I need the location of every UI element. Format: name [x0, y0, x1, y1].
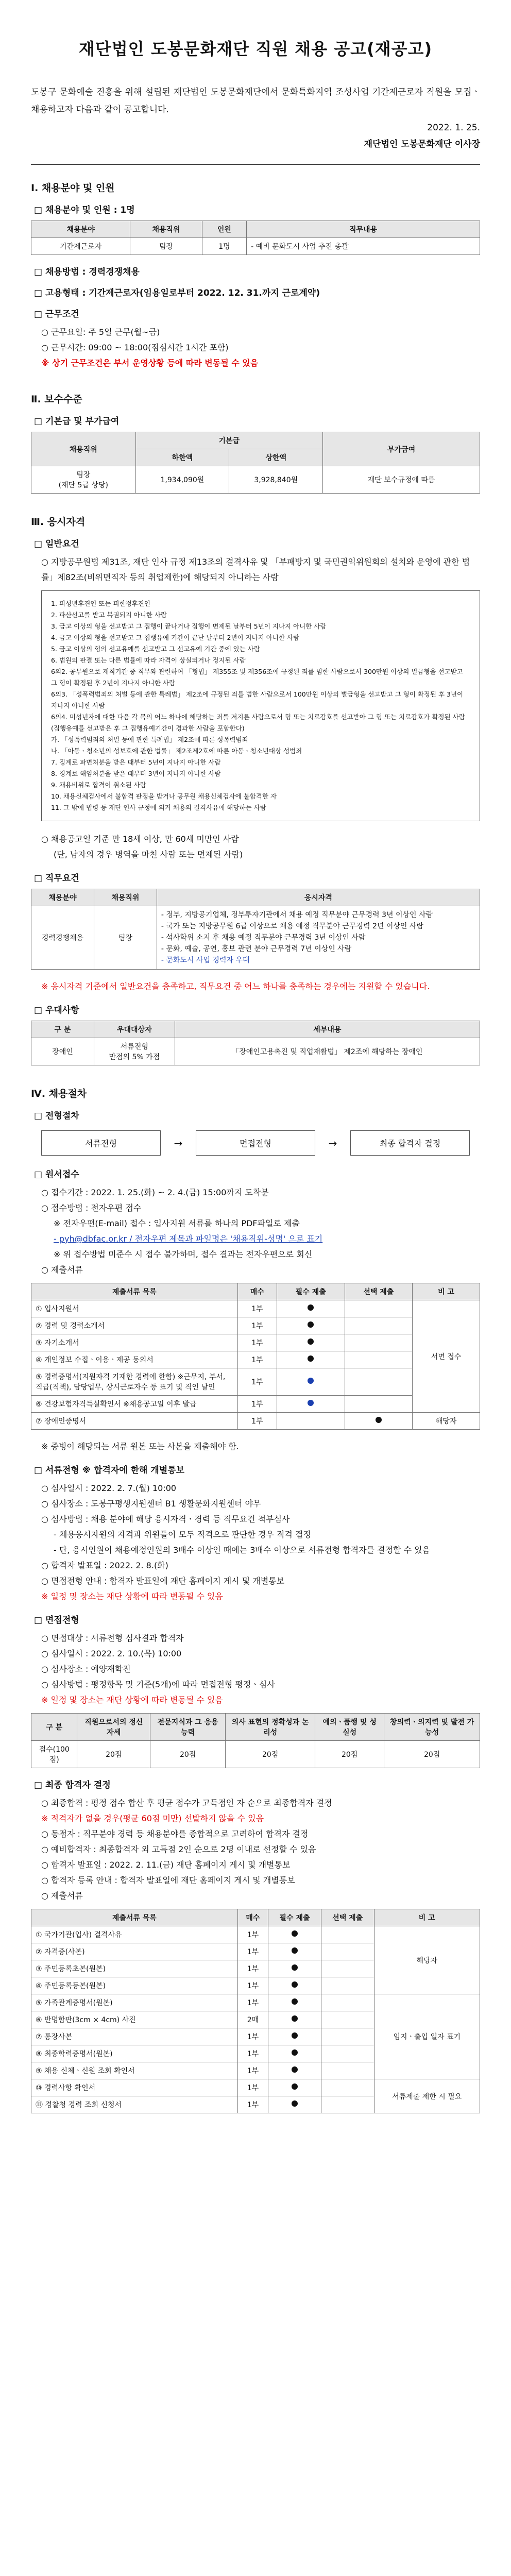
final-line: ○ 예비합격자 : 최종합격자 외 고득점 2인 순으로 2명 이내로 선정할 수 있음	[41, 1844, 316, 1854]
final-line: ○ 최종합격 : 평정 점수 합산 후 평균 점수가 고득점인 자 순으로 최종합격자 결정	[41, 1798, 332, 1808]
td-score: 20점	[150, 1741, 226, 1768]
doc-remark: 임지ㆍ출입 일자 표기	[374, 1994, 480, 2079]
doc-required	[277, 1413, 345, 1430]
disqualification-item: 6. 법원의 판결 또는 다른 법률에 따라 자격이 상실되거나 정지된 사람	[51, 656, 246, 664]
work-note: ※ 상기 근무조건은 부서 운영상황 등에 따라 변동될 수 있음	[41, 358, 259, 368]
table-row	[31, 1994, 480, 2011]
doc-count: 1부	[237, 2062, 268, 2079]
th-doc-name: 제출서류 목록	[31, 1283, 238, 1300]
section-1-sub1: □ 채용분야 및 인원 : 1명	[34, 205, 135, 215]
paper-line: - 채용응시자원의 자격과 위원들이 모두 적격으로 판단한 경우 적격 결정	[54, 1530, 311, 1539]
th-fdoc-note: 비 고	[374, 1909, 480, 1926]
doc-count: 1부	[237, 1396, 277, 1413]
disqualification-item: 11. 그 밖에 법령 등 재단 인사 규정에 의거 채용의 결격사유에 해당하는 사람	[51, 804, 266, 811]
doc-optional	[321, 1926, 374, 1943]
disqualification-item: 6의3. 「성폭력범죄의 처벌 등에 관한 특례법」 제2조에 규정된 죄를 범한 사람으로서 100만원 이상의 벌금형을 선고받고 그 형이 확정된 후 3년이 지나지 아니한 사람	[51, 690, 464, 709]
th-score: 구 분	[31, 1714, 77, 1741]
th-fdoc-cnt: 매수	[237, 1909, 268, 1926]
th-req-position: 채용직위	[94, 889, 157, 906]
td-req-position: 팀장	[94, 906, 157, 970]
doc-optional	[321, 2045, 374, 2062]
filled-circle-icon	[376, 1417, 382, 1423]
section-4-heading: Ⅳ. 채용절차	[31, 1088, 87, 1099]
requirement-table	[31, 889, 480, 970]
doc-count: 2매	[237, 2011, 268, 2028]
th-count: 인원	[202, 221, 246, 238]
doc-count: 1부	[237, 1926, 268, 1943]
recv-method: ○ 접수방법 : 전자우편 접수	[41, 1203, 142, 1213]
doc-name: ⑧ 최종학력증명서(원본)	[31, 2045, 238, 2062]
disqualification-box	[41, 590, 480, 821]
th-sal-position: 채용직위	[31, 432, 136, 466]
td-sal-position: 팀장 (재단 5급 상당)	[31, 466, 136, 494]
disqualification-item: 3. 금고 이상의 형을 선고받고 그 집행이 끝나거나 집행이 면제된 날부터 5년이 지나지 아니한 사람	[51, 622, 327, 630]
th-sal-base: 기본급	[135, 432, 323, 449]
doc-optional	[321, 2028, 374, 2045]
announce-date: 2022. 1. 25.	[427, 123, 480, 133]
doc-name: ⑨ 채용 신체ㆍ신원 조회 확인서	[31, 2062, 238, 2079]
recv-docs-heading: ○ 제출서류	[41, 1265, 83, 1275]
doc-optional	[321, 1960, 374, 1977]
doc-count: 1부	[237, 1334, 277, 1351]
td-pref-detail: 「장애인고용촉진 및 직업재활법」 제2조에 해당하는 장애인	[175, 1038, 480, 1065]
section-4-sub5: □ 최종 합격자 결정	[34, 1780, 111, 1790]
doc-name: ③ 주민등록초본(원본)	[31, 1960, 238, 1977]
td-duty: - 예비 문화도시 사업 추진 총괄	[247, 238, 480, 255]
recv-period: ○ 접수기간 : 2022. 1. 25.(화) ~ 2. 4.(금) 15:00까지 도착분	[41, 1188, 269, 1197]
doc-required	[277, 1300, 345, 1317]
interview-note: ※ 일정 및 장소는 재단 상황에 따라 변동될 수 있음	[41, 1695, 223, 1705]
score-table	[31, 1713, 480, 1768]
req-item-preferred: - 문화도시 사업 경력자 우대	[161, 956, 250, 964]
filled-circle-icon	[292, 2032, 298, 2039]
section-4-sub2: □ 원서접수	[34, 1170, 79, 1180]
th-fdoc-req: 필수 제출	[268, 1909, 321, 1926]
doc-required	[268, 2079, 321, 2096]
th-doc-req: 필수 제출	[277, 1283, 345, 1300]
th-sal-extra: 부가급여	[323, 432, 480, 466]
filled-circle-icon	[292, 2100, 298, 2107]
divider	[31, 164, 480, 165]
doc-optional	[321, 2079, 374, 2096]
doc-required	[277, 1317, 345, 1334]
th-req-field: 채용분야	[31, 889, 94, 906]
doc-optional	[345, 1368, 413, 1396]
doc-name: ⑦ 통장사본	[31, 2028, 238, 2045]
disqualification-item: 나. 「아동ㆍ청소년의 성보호에 관한 법률」 제2조제2호에 따른 아동ㆍ청소년대상 성범죄	[51, 747, 302, 755]
doc-optional	[345, 1351, 413, 1368]
arrow-right-icon: →	[328, 1137, 337, 1149]
work-conditions-heading: □ 근무조건	[34, 309, 79, 319]
th-fdoc-name: 제출서류 목록	[31, 1909, 238, 1926]
paper-line: ○ 심사장소 : 도봉구평생지원센터 B1 생활문화지원센터 야무	[41, 1499, 261, 1509]
doc-name: ① 국가기관(입사) 결격사유	[31, 1926, 238, 1943]
th-score: 창의력ㆍ의지력 및 발전 가능성	[384, 1714, 480, 1741]
flow-step-2: 면접전형	[196, 1130, 315, 1156]
th-doc-cnt: 매수	[237, 1283, 277, 1300]
final-line: ○ 합격자 발표일 : 2022. 2. 11.(금) 재단 홈페이지 게시 및 개별통보	[41, 1860, 291, 1870]
doc-name: ⑥ 건강보험자격득실확인서 ※채용공고일 이후 발급	[31, 1396, 238, 1413]
doc-count: 1부	[237, 2096, 268, 2113]
section-4-sub1: □ 전형절차	[34, 1111, 79, 1121]
requirement-note: ※ 응시자격 기준에서 일반요건을 충족하고, 직무요건 중 어느 하나를 충족하는 경우에는 지원할 수 있습니다.	[41, 981, 430, 991]
doc-name: ⑩ 경력사항 확인서	[31, 2079, 238, 2096]
doc-optional	[345, 1334, 413, 1351]
table-row	[31, 1926, 480, 1943]
disqualification-item: 가. 「성폭력범죄의 처벌 등에 관한 특례법」 제2조에 따른 성폭력범죄	[51, 736, 248, 743]
doc-count: 1부	[237, 1960, 268, 1977]
table-row	[31, 2079, 480, 2096]
th-score: 예의ㆍ품행 및 성실성	[315, 1714, 384, 1741]
doc-optional	[321, 1977, 374, 1994]
doc-required	[277, 1351, 345, 1368]
doc-name: ⑤ 가족관계증명서(원본)	[31, 1994, 238, 2011]
doc-name: ⑤ 경력증명서(지원자격 기재한 경력에 한함) ※근무지, 부서, 직급(직책), 담당업무, 상시근로자수 등 표기 및 직인 날인	[31, 1368, 238, 1396]
td-position: 팀장	[130, 238, 202, 255]
doc-count: 1부	[237, 1994, 268, 2011]
doc-name: ③ 자기소개서	[31, 1334, 238, 1351]
doc-name: ① 입사지원서	[31, 1300, 238, 1317]
doc-required	[268, 1994, 321, 2011]
doc-count: 1부	[237, 2079, 268, 2096]
final-docs-table	[31, 1909, 480, 2113]
docs-tail-note: ※ 증빙이 해당되는 서류 원본 또는 사본을 제출해야 함.	[41, 1442, 239, 1451]
disqualification-item: 6의4. 미성년자에 대한 다음 각 목의 어느 하나에 해당하는 죄를 저지른 사람으로서 형 또는 치료감호를 선고받아 그 형 또는 치료감호가 확정된 사람(집행유예를 선고받은 후 그 집행유예기간이 경과한 사람을 포함한다)	[51, 713, 465, 732]
age-requirement: ○ 채용공고일 기준 만 18세 이상, 만 60세 미만인 사람	[41, 834, 239, 844]
doc-required	[268, 2062, 321, 2079]
disqualification-item: 1. 피성년후견인 또는 피한정후견인	[51, 600, 150, 607]
age-note: (단, 남자의 경우 병역을 마친 사람 또는 면제된 사람)	[54, 850, 243, 859]
doc-name: ⑦ 장애인증명서	[31, 1413, 238, 1430]
req-item: - 국가 또는 지방공무원 6급 이상으로 채용 예정 직무분야 근무경력 2년 이상인 사람	[161, 922, 423, 930]
section-3-heading: Ⅲ. 응시자격	[31, 516, 86, 528]
th-score: 직원으로서의 정신자세	[77, 1714, 150, 1741]
flow-step-3: 최종 합격자 결정	[350, 1130, 470, 1156]
th-fdoc-opt: 선택 제출	[321, 1909, 374, 1926]
disqualification-item: 7. 징계로 파면처분을 받은 때부터 5년이 지나지 아니한 사람	[51, 758, 221, 766]
paper-line: ○ 합격자 발표일 : 2022. 2. 8.(화)	[41, 1561, 168, 1570]
disqualification-item: 9. 채용비위로 합격이 취소된 사람	[51, 781, 146, 789]
doc-name: ② 경력 및 경력소개서	[31, 1317, 238, 1334]
filled-circle-icon	[292, 2049, 298, 2056]
filled-circle-icon	[292, 2066, 298, 2073]
preference-table	[31, 1021, 480, 1065]
submit-docs-table	[31, 1283, 480, 1430]
doc-name: ④ 개인정보 수집ㆍ이용ㆍ제공 동의서	[31, 1351, 238, 1368]
final-line: ※ 적격자가 없을 경우(평균 60점 미만) 선발하지 않을 수 있음	[41, 1814, 264, 1823]
flow-step-1: 서류전형	[41, 1130, 161, 1156]
doc-name: ② 자격증(사본)	[31, 1943, 238, 1960]
arrow-right-icon: →	[174, 1137, 183, 1149]
final-line: ○ 합격자 등록 안내 : 합격자 발표일에 재단 홈페이지 게시 및 개별통보	[41, 1875, 295, 1885]
disqualification-item: 8. 징계로 해임처분을 받은 때부터 3년이 지나지 아니한 사람	[51, 770, 221, 777]
req-item: - 문화, 예술, 공연, 홍보 관련 분야 근무경력 7년 이상인 사람	[161, 945, 352, 953]
doc-required	[277, 1334, 345, 1351]
process-flow	[41, 1130, 470, 1156]
general-requirement: ○ 지방공무원법 제31조, 재단 인사 규정 제13조의 결격사유 및 「부패방지 및 국민권익위원회의 설치와 운영에 관한 법률」제82조(비위면직자 등의 취업제한)에 해당되지 아니하는 사람	[41, 557, 470, 582]
employment-type: □ 고용형태 : 기간제근로자(임용일로부터 2022. 12. 31.까지 근로계약)	[34, 288, 320, 298]
table-row	[31, 1300, 480, 1317]
doc-count: 1부	[237, 2028, 268, 2045]
td-pref-cat: 장애인	[31, 1038, 94, 1065]
doc-name: ④ 주민등록등본(원본)	[31, 1977, 238, 1994]
doc-required	[277, 1368, 345, 1396]
salary-table	[31, 432, 480, 494]
doc-optional	[345, 1317, 413, 1334]
th-score: 의사 표현의 정확성과 논리성	[226, 1714, 315, 1741]
paper-note: ※ 일정 및 장소는 재단 상황에 따라 변동될 수 있음	[41, 1591, 223, 1601]
td-score: 20점	[226, 1741, 315, 1768]
filled-circle-icon	[292, 1930, 298, 1937]
disqualification-item: 5. 금고 이상의 형의 선고유예를 선고받고 그 선고유예 기간 중에 있는 사람	[51, 645, 260, 653]
section-3-sub1: □ 일반요건	[34, 539, 79, 549]
td-field: 기간제근로자	[31, 238, 130, 255]
th-pref-detail: 세부내용	[175, 1021, 480, 1038]
section-3-sub2: □ 직무요건	[34, 873, 79, 884]
filled-circle-icon	[292, 2083, 298, 2090]
interview-line: ○ 심사방법 : 평정항목 및 기준(5개)에 따라 면접전형 평정ㆍ심사	[41, 1680, 275, 1689]
th-field: 채용분야	[31, 221, 130, 238]
interview-line: ○ 면접대상 : 서류전형 심사결과 합격자	[41, 1633, 184, 1643]
section-2-sub1: □ 기본급 및 부가급여	[34, 416, 120, 427]
interview-line: ○ 심사장소 : 예양재학진	[41, 1664, 131, 1674]
section-4-sub3: □ 서류전형 ※ 합격자에 한해 개별통보	[34, 1465, 185, 1476]
disqualification-item: 4. 금고 이상의 형을 선고받고 그 집행유예 기간이 끝난 날부터 2년이 지나지 아니한 사람	[51, 634, 300, 641]
doc-count: 1부	[237, 1300, 277, 1317]
filled-circle-icon	[292, 1998, 298, 2005]
doc-required	[268, 1960, 321, 1977]
doc-optional	[345, 1396, 413, 1413]
paper-line: ○ 면접전형 안내 : 합격자 발표일에 재단 홈페이지 게시 및 개별통보	[41, 1576, 285, 1586]
section-3-sub3: □ 우대사항	[34, 1005, 79, 1015]
filled-circle-icon	[308, 1378, 314, 1384]
doc-remark: 서면 접수	[413, 1300, 480, 1413]
filled-circle-icon	[292, 1964, 298, 1971]
section-2-heading: Ⅱ. 보수수준	[31, 394, 82, 405]
doc-count: 1부	[237, 1943, 268, 1960]
intro-text: 도봉구 문화예술 진흥을 위해 설립된 재단법인 도봉문화재단에서 문화특화지역 조성사업 기간제근로자 직원을 모집ㆍ채용하고자 다음과 같이 공고합니다.	[31, 87, 480, 115]
section-1-heading: Ⅰ. 채용분야 및 인원	[31, 182, 115, 194]
date-block	[31, 120, 480, 152]
doc-optional	[345, 1413, 413, 1430]
doc-required	[268, 2096, 321, 2113]
doc-name: ⑥ 반명함판(3cm × 4cm) 사진	[31, 2011, 238, 2028]
final-line: ○ 제출서류	[41, 1891, 83, 1901]
doc-remark: 해당자	[413, 1413, 480, 1430]
td-req-field: 경력경쟁채용	[31, 906, 94, 970]
th-position: 채용직위	[130, 221, 202, 238]
doc-count: 1부	[237, 1977, 268, 1994]
work-days: ○ 근무요일: 주 5일 근무(월~금)	[41, 327, 160, 337]
signer: 재단법인 도봉문화재단 이사장	[364, 139, 480, 149]
hire-method: □ 채용방법 : 경력경쟁채용	[34, 267, 140, 277]
doc-optional	[321, 1994, 374, 2011]
th-pref-target: 우대대상자	[94, 1021, 175, 1038]
td-pref-target: 서류전형 만점의 5% 가점	[94, 1038, 175, 1065]
doc-required	[268, 1977, 321, 1994]
recv-email-address[interactable]: - pyh@dbfac.or.kr / 전자우편 제목과 파일명은 '채용직위-성명' 으로 표기	[54, 1234, 323, 1244]
paper-line: ○ 심사방법 : 채용 분야에 해당 응시자격ㆍ경력 등 직무요건 적부심사	[41, 1514, 290, 1524]
doc-name: ⑪ 경찰청 경력 조회 신청서	[31, 2096, 238, 2113]
doc-required	[277, 1396, 345, 1413]
recv-warning: ※ 위 접수방법 미준수 시 접수 불가하며, 접수 결과는 전자우편으로 회신	[54, 1249, 313, 1259]
page-title: 재단법인 도봉문화재단 직원 채용 공고(재공고)	[78, 39, 433, 59]
filled-circle-icon	[308, 1338, 314, 1345]
th-duty: 직무내용	[247, 221, 480, 238]
doc-optional	[321, 2096, 374, 2113]
req-item: - 석사학위 소지 후 채용 예정 직무분야 근무경력 3년 이상인 사람	[161, 934, 366, 942]
filled-circle-icon	[308, 1321, 314, 1328]
td-count: 1명	[202, 238, 246, 255]
disqualification-item: 2. 파산선고를 받고 복권되지 아니한 사람	[51, 611, 167, 619]
disqualification-item: 6의2. 공무원으로 재직기간 중 직무와 관련하여 「형법」 제355조 및 제356조에 규정된 죄를 범한 사람으로서 300만원 이상의 벌금형을 선고받고 그 형이 확정된 후 2년이 지나지 아니한 사람	[51, 668, 463, 687]
filled-circle-icon	[308, 1400, 314, 1406]
final-line: ○ 동점자 : 직무분야 경력 등 채용분야를 종합적으로 고려하여 합격자 결정	[41, 1829, 309, 1839]
doc-required	[268, 1926, 321, 1943]
th-score: 전문지식과 그 응용능력	[150, 1714, 226, 1741]
paper-line: - 단, 응시인원이 채용예정인원의 3배수 이상인 때에는 3배수 이상으로 서류전형 합격자를 결정할 수 있음	[54, 1545, 431, 1555]
th-pref-cat: 구 분	[31, 1021, 94, 1038]
doc-optional	[345, 1300, 413, 1317]
doc-required	[268, 2028, 321, 2045]
doc-remark: 서류제출 제한 시 필요	[374, 2079, 480, 2113]
th-sal-min: 하한액	[135, 449, 229, 466]
td-sal-min: 1,934,090원	[135, 466, 229, 494]
td-sal-max: 3,928,840원	[229, 466, 323, 494]
doc-count: 1부	[237, 1351, 277, 1368]
position-table	[31, 221, 480, 255]
filled-circle-icon	[308, 1304, 314, 1311]
doc-count: 1부	[237, 1413, 277, 1430]
td-score: 20점	[315, 1741, 384, 1768]
recv-email: ※ 전자우편(E-mail) 접수 : 입사지원 서류를 하나의 PDF파일로 제출	[54, 1218, 300, 1228]
work-hours: ○ 근무시간: 09:00 ~ 18:00(점심시간 1시간 포함)	[41, 343, 229, 352]
td-req-qual	[157, 906, 480, 970]
filled-circle-icon	[292, 1947, 298, 1954]
td-sal-extra: 재단 보수규정에 따름	[323, 466, 480, 494]
doc-required	[268, 1943, 321, 1960]
interview-line: ○ 심사일시 : 2022. 2. 10.(목) 10:00	[41, 1649, 182, 1658]
req-item: - 정부, 지방공기업체, 정부투자기관에서 채용 예정 직무분야 근무경력 3년 이상인 사람	[161, 911, 433, 919]
doc-count: 1부	[237, 1317, 277, 1334]
doc-optional	[321, 2011, 374, 2028]
th-doc-opt: 선택 제출	[345, 1283, 413, 1300]
section-4-sub4: □ 면접전형	[34, 1615, 79, 1625]
doc-optional	[321, 1943, 374, 1960]
th-doc-note: 비 고	[413, 1283, 480, 1300]
paper-line: ○ 심사일시 : 2022. 2. 7.(월) 10:00	[41, 1483, 177, 1493]
disqualification-item: 10. 채용신체검사에서 불합격 판정을 받거나 공무원 채용신체검사에 불합격한 자	[51, 792, 277, 800]
th-sal-max: 상한액	[229, 449, 323, 466]
filled-circle-icon	[292, 2015, 298, 2022]
td-score: 20점	[77, 1741, 150, 1768]
th-req-qual: 응시자격	[157, 889, 480, 906]
doc-optional	[321, 2062, 374, 2079]
table-row	[31, 1413, 480, 1430]
doc-required	[268, 2011, 321, 2028]
filled-circle-icon	[308, 1355, 314, 1362]
td-score: 20점	[384, 1741, 480, 1768]
td-score: 점수(100점)	[31, 1741, 77, 1768]
doc-count: 1부	[237, 1368, 277, 1396]
doc-required	[268, 2045, 321, 2062]
doc-count: 1부	[237, 2045, 268, 2062]
doc-remark: 해당자	[374, 1926, 480, 1994]
filled-circle-icon	[292, 1981, 298, 1988]
